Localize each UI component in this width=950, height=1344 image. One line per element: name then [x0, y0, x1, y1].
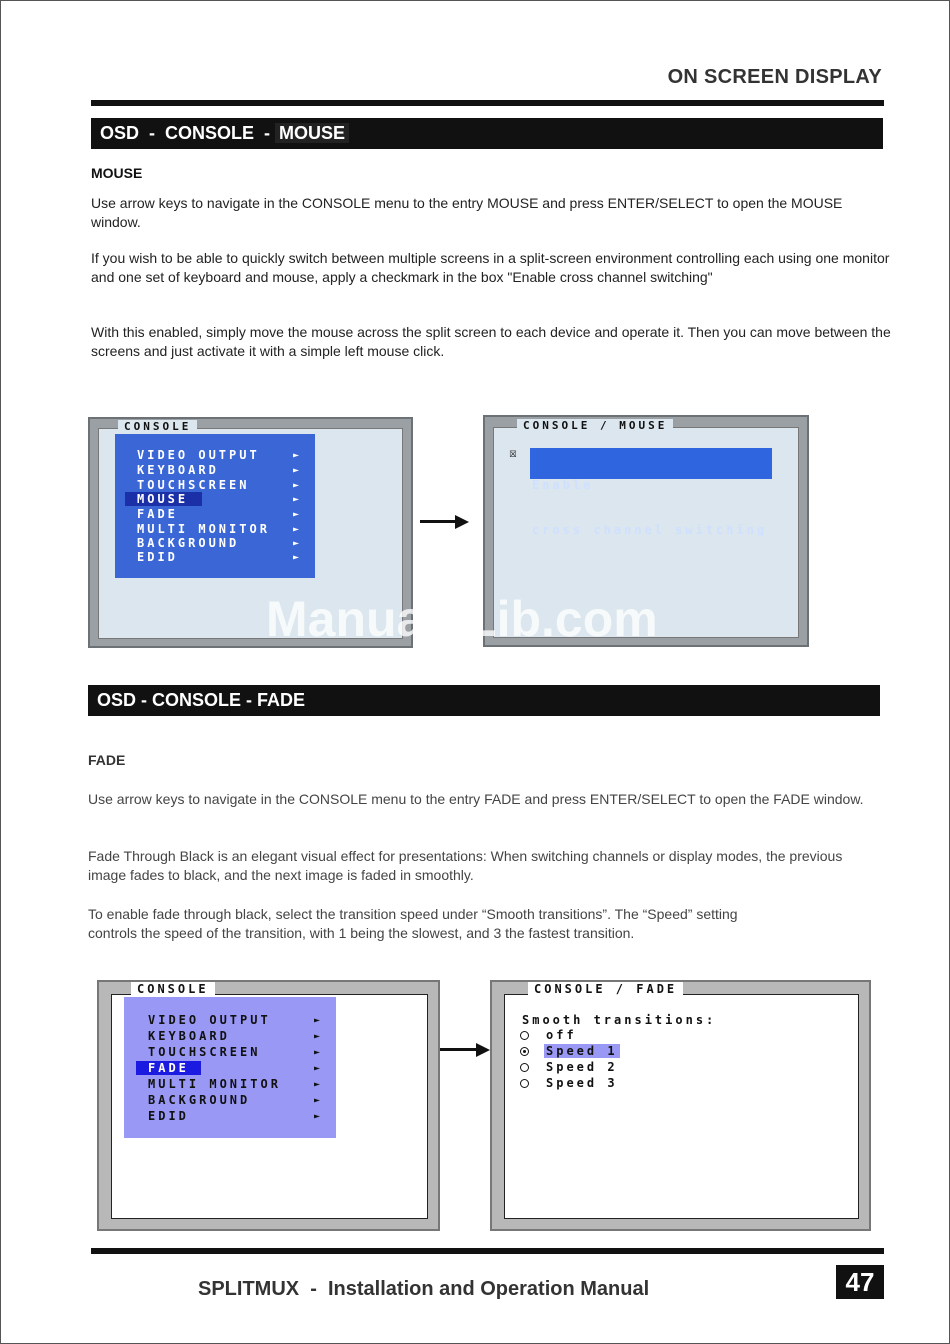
watermark: ManualsLib.com [266, 591, 658, 647]
submenu-arrow-icon: ► [293, 524, 300, 535]
radio-speed-1-selected[interactable] [520, 1047, 529, 1056]
section-bar-fade: OSD - CONSOLE - FADE [88, 685, 880, 716]
option-line-1: Enable [532, 478, 594, 492]
submenu-arrow-icon: ► [293, 538, 300, 549]
section-bar-mouse-prefix: OSD - CONSOLE - [100, 123, 271, 143]
mouse-heading: MOUSE [91, 165, 143, 181]
console-menu-2-list [124, 997, 336, 1138]
arrow-line [420, 520, 456, 523]
menu-item-background[interactable]: BACKGROUND [137, 536, 240, 550]
radio-speed-2[interactable] [520, 1063, 529, 1072]
header-title: ON SCREEN DISPLAY [667, 66, 882, 88]
option-line-2: cross channel switching [532, 523, 768, 537]
submenu-arrow-icon: ► [293, 480, 300, 491]
menu-item-touchscreen[interactable]: TOUCHSCREEN [148, 1045, 261, 1059]
option-off-label[interactable]: off [546, 1028, 577, 1042]
submenu-arrow-icon: ► [293, 450, 300, 461]
console-fade-title: CONSOLE / FADE [528, 982, 683, 996]
menu-item-fade[interactable]: FADE [137, 507, 178, 521]
header-rule [91, 100, 884, 106]
option-speed-2-label[interactable]: Speed 2 [546, 1060, 618, 1074]
submenu-arrow-icon: ► [293, 494, 300, 505]
smooth-transitions-heading: Smooth transitions: [522, 1013, 717, 1027]
menu-item-edid[interactable]: EDID [137, 550, 178, 564]
submenu-arrow-icon: ► [314, 1095, 321, 1106]
arrow-right-icon [455, 515, 469, 529]
footer-rule [91, 1248, 884, 1254]
submenu-arrow-icon: ► [293, 552, 300, 563]
submenu-arrow-icon: ► [293, 465, 300, 476]
submenu-arrow-icon: ► [314, 1031, 321, 1042]
submenu-arrow-icon: ► [314, 1063, 321, 1074]
option-speed-1-label[interactable]: Speed 1 [546, 1044, 618, 1058]
section-bar-mouse [91, 118, 883, 149]
radio-off[interactable] [520, 1031, 529, 1040]
submenu-arrow-icon: ► [314, 1111, 321, 1122]
radio-speed-3[interactable] [520, 1079, 529, 1088]
footer-text: SPLITMUX - Installation and Operation Manual [198, 1278, 650, 1300]
menu-item-touchscreen[interactable]: TOUCHSCREEN [137, 478, 250, 492]
submenu-arrow-icon: ► [314, 1079, 321, 1090]
menu-item-mouse-selected[interactable]: MOUSE [125, 492, 202, 506]
mouse-paragraph-2: If you wish to be able to quickly switch between multiple screens in a split-screen environment controlling each using one monitor and one set of keyboard and mouse, apply a checkmark in the box "Enable cross channel switching" [91, 250, 890, 285]
cross-channel-switching-option[interactable] [530, 448, 772, 537]
console-mouse-title: CONSOLE / MOUSE [517, 419, 673, 432]
console-menu-1-title: CONSOLE [118, 420, 197, 433]
menu-item-edid[interactable]: EDID [148, 1109, 189, 1123]
console-fade-screen [490, 980, 871, 1231]
fade-paragraph-1: Use arrow keys to navigate in the CONSOLE menu to the entry FADE and press ENTER/SELECT to open the FADE window. [88, 791, 864, 807]
section-bar-mouse-highlight: MOUSE [275, 123, 349, 143]
submenu-arrow-icon: ► [314, 1015, 321, 1026]
page-number: 47 [836, 1265, 884, 1299]
menu-item-multi-monitor[interactable]: MULTI MONITOR [137, 522, 270, 536]
fade-paragraph-2: Fade Through Black is an elegant visual effect for presentations: When switching channels or display modes, the previous image fades to black, and the next image is faded in smoothly. [88, 848, 843, 883]
console-menu-1-list [115, 434, 315, 578]
menu-item-fade-selected[interactable]: FADE [136, 1061, 201, 1075]
mouse-paragraph-1: Use arrow keys to navigate in the CONSOLE menu to the entry MOUSE and press ENTER/SELECT to open the MOUSE window. [91, 195, 843, 230]
console-menu-2-title: CONSOLE [131, 982, 215, 996]
submenu-arrow-icon: ► [314, 1047, 321, 1058]
menu-item-background[interactable]: BACKGROUND [148, 1093, 251, 1107]
menu-item-keyboard[interactable]: KEYBOARD [137, 463, 219, 477]
submenu-arrow-icon: ► [293, 509, 300, 520]
mouse-paragraph-3: With this enabled, simply move the mouse across the split screen to each device and operate it. Then you can move between the screens and just activate it with a simple left mouse click. [91, 324, 891, 359]
menu-item-keyboard[interactable]: KEYBOARD [148, 1029, 230, 1043]
fade-paragraph-3: To enable fade through black, select the transition speed under “Smooth transitions”. The “Speed” setting controls the speed of the transition, with 1 being the slowest, and 3 the fastest transition. [88, 906, 738, 941]
checkbox-checked-icon[interactable]: ☒ [509, 446, 517, 461]
menu-item-multi-monitor[interactable]: MULTI MONITOR [148, 1077, 281, 1091]
fade-heading: FADE [88, 752, 126, 768]
arrow-line [440, 1048, 477, 1051]
arrow-right-icon [476, 1043, 490, 1057]
menu-item-video-output[interactable]: VIDEO OUTPUT [148, 1013, 271, 1027]
menu-item-video-output[interactable]: VIDEO OUTPUT [137, 448, 260, 462]
console-menu-screen-2 [97, 980, 440, 1231]
option-speed-3-label[interactable]: Speed 3 [546, 1076, 618, 1090]
